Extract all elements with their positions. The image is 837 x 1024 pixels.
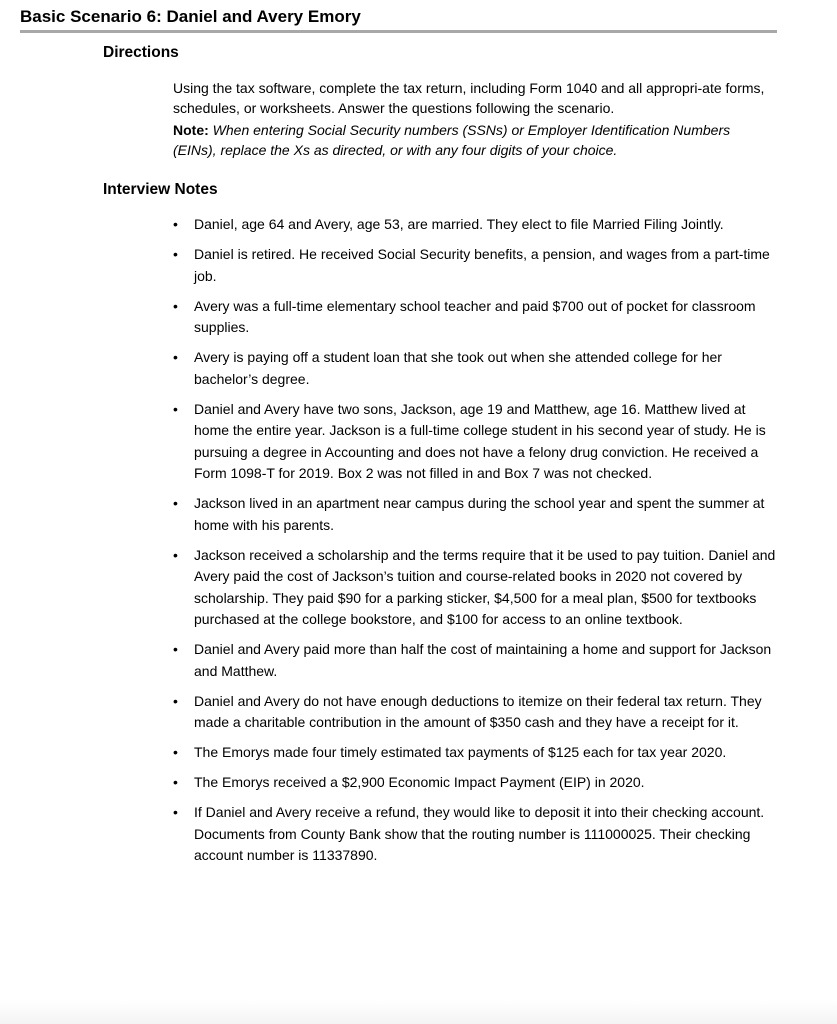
list-item bbox=[173, 399, 783, 485]
list-item bbox=[173, 691, 783, 734]
interview-notes-heading: Interview Notes bbox=[103, 181, 218, 198]
list-item bbox=[173, 742, 783, 764]
bullet-icon: • bbox=[173, 297, 178, 314]
note-item-text: The Emorys received a $2,900 Economic Impact Payment (EIP) in 2020. bbox=[194, 774, 645, 790]
list-item bbox=[173, 214, 783, 236]
note-label: Note: bbox=[173, 122, 209, 138]
note-item-text: The Emorys made four timely estimated tax payments of $125 each for tax year 2020. bbox=[194, 744, 727, 760]
note-item-text: Avery was a full-time elementary school teacher and paid $700 out of pocket for classroom supplies. bbox=[194, 297, 756, 335]
list-item bbox=[173, 296, 783, 339]
bullet-icon: • bbox=[173, 804, 178, 820]
bullet-icon: • bbox=[173, 641, 178, 657]
bullet-icon: • bbox=[173, 216, 178, 232]
bullet-icon: • bbox=[173, 400, 178, 417]
note-paragraph bbox=[173, 120, 773, 160]
list-item bbox=[173, 772, 783, 794]
note-item-text: Daniel is retired. He received Social Security benefits, a pension, and wages from a part-time job. bbox=[194, 246, 770, 284]
note-item-text: Daniel and Avery paid more than half the cost of maintaining a home and support for Jackson and Matthew. bbox=[194, 641, 772, 679]
list-item bbox=[173, 493, 783, 536]
note-text: When entering Social Security numbers (SSNs) or Employer Identification Numbers (EINs), replace the Xs as directed, or with any four digits of your choice. bbox=[173, 122, 731, 158]
note-item-text: If Daniel and Avery receive a refund, they would like to deposit it into their checking account. Documents from County Bank show that the routing number is 111000025. Their checking account number is 11337890. bbox=[194, 804, 765, 863]
note-item-text: Daniel, age 64 and Avery, age 53, are married. They elect to file Married Filing Jointly. bbox=[194, 216, 724, 232]
note-item-text: Daniel and Avery have two sons, Jackson, age 19 and Matthew, age 16. Matthew lived at home the entire year. Jackson is a full-time college student in his second year of study. He is pursuing a degree in Accounting and does not have a felony drug conviction. He received a Form 1098-T for 2019. Box 2 was not filled in and Box 7 was not checked. bbox=[194, 400, 766, 481]
directions-heading: Directions bbox=[103, 44, 179, 61]
bullet-icon: • bbox=[173, 349, 178, 365]
directions-text: Using the tax software, complete the tax return, including Form 1040 and all appropri-ate forms, schedules, or worksheets. Answer the questions following the scenario. bbox=[173, 80, 765, 116]
list-item bbox=[173, 545, 783, 631]
page-bottom-edge bbox=[0, 1000, 837, 1024]
bullet-icon: • bbox=[173, 774, 178, 790]
scenario-title: Basic Scenario 6: Daniel and Avery Emory bbox=[20, 6, 777, 33]
bullet-icon: • bbox=[173, 692, 178, 709]
bullet-icon: • bbox=[173, 546, 178, 563]
list-item bbox=[173, 639, 783, 682]
bullet-icon: • bbox=[173, 744, 178, 760]
list-item bbox=[173, 347, 783, 390]
note-item-text: Jackson lived in an apartment near campus during the school year and spent the summer at home with his parents. bbox=[194, 495, 765, 533]
interview-notes-list bbox=[173, 214, 783, 875]
list-item bbox=[173, 802, 783, 867]
bullet-icon: • bbox=[173, 495, 178, 511]
note-item-text: Jackson received a scholarship and the terms require that it be used to pay tuition. Daniel and Avery paid the cost of Jackson’s tuition and course-related books in 2020 not covered by scholarship. They paid $90 for a parking sticker, $4,500 for a meal plan, $500 for textbooks purchased at the college bookstore, and $100 for access to an online textbook. bbox=[194, 546, 776, 627]
note-item-text: Avery is paying off a student loan that she took out when she attended college for her bachelor’s degree. bbox=[194, 349, 722, 387]
list-item bbox=[173, 244, 783, 287]
note-item-text: Daniel and Avery do not have enough deductions to itemize on their federal tax return. They made a charitable contribution in the amount of $350 cash and they have a receipt for it. bbox=[194, 692, 762, 730]
bullet-icon: • bbox=[173, 246, 178, 262]
